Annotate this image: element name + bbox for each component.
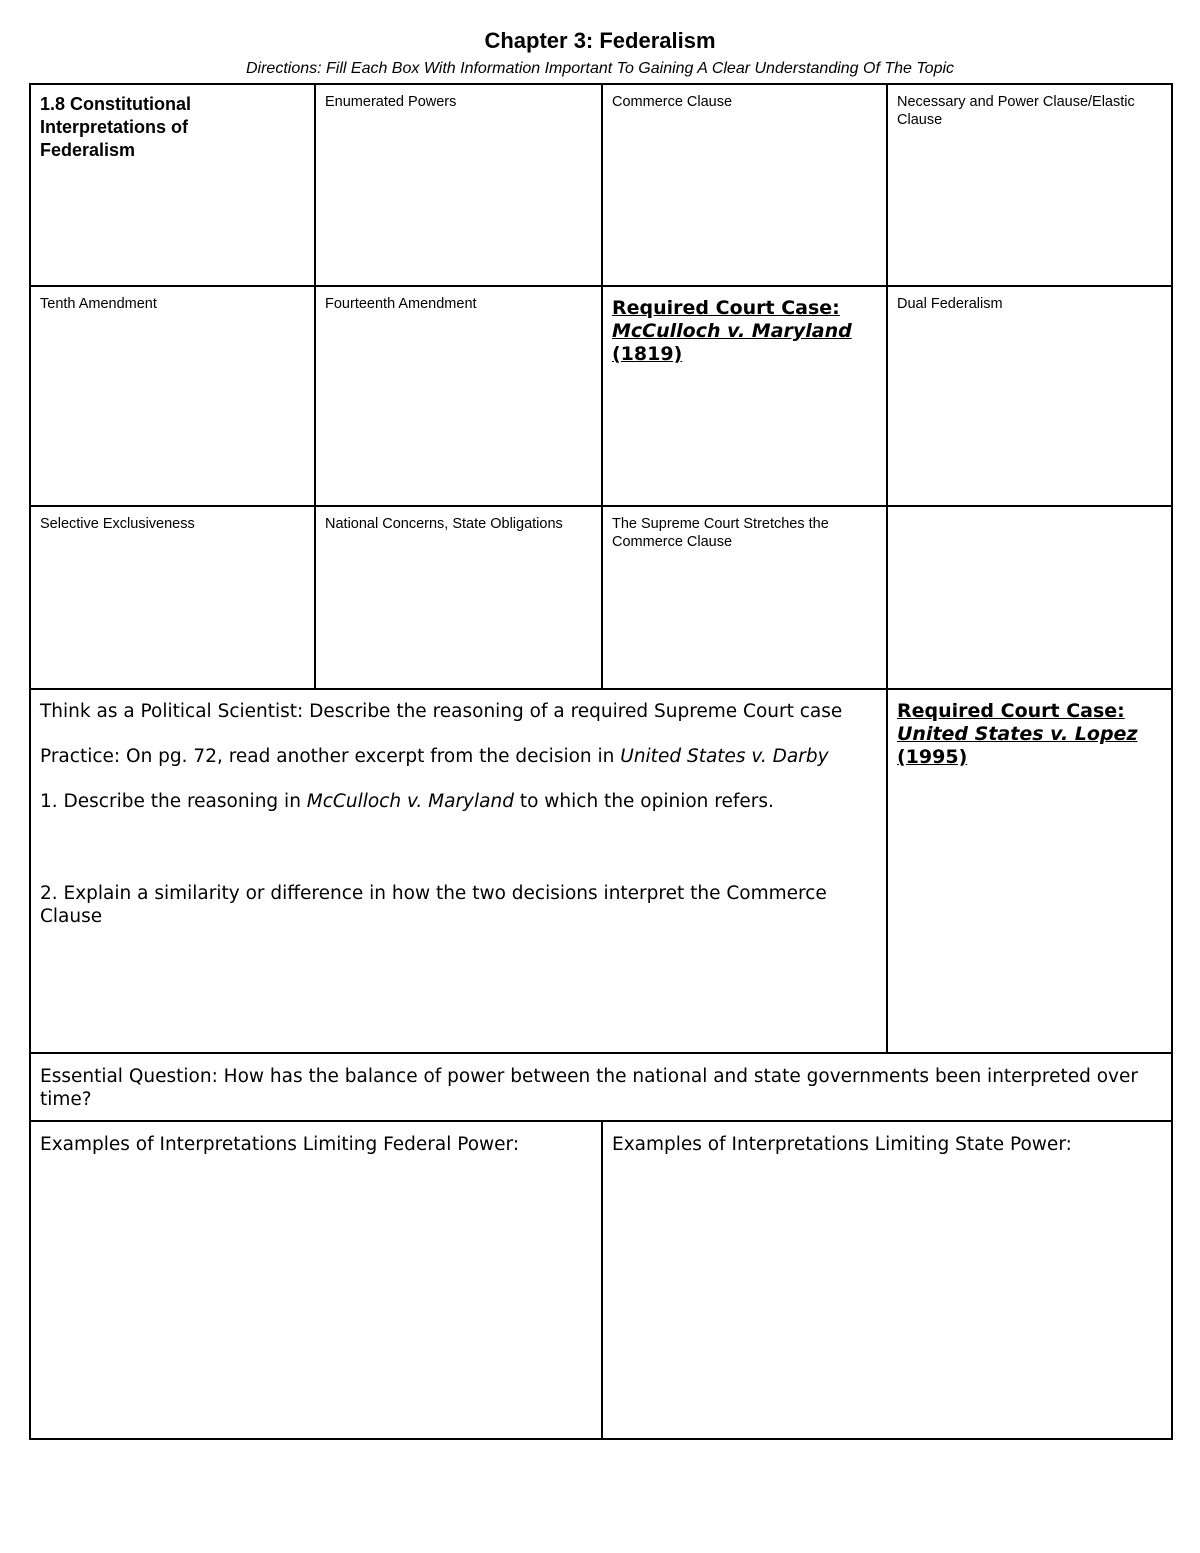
selective-exclusiveness-cell: Selective Exclusiveness bbox=[31, 505, 316, 690]
fourteenth-amendment-cell: Fourteenth Amendment bbox=[314, 285, 601, 505]
think-political-scientist-cell bbox=[31, 688, 888, 1054]
case-year: (1819) bbox=[612, 343, 683, 365]
practice-text: Practice: On pg. 72, read another excerpt from the decision in United States v. Darby bbox=[40, 746, 829, 767]
question-2: 2. Explain a similarity or difference in how the two decisions interpret the Commerce Clause bbox=[40, 883, 827, 927]
case-name: United States v. Lopez bbox=[897, 723, 1138, 745]
tenth-amendment-cell: Tenth Amendment bbox=[31, 285, 316, 505]
case-label: Required Court Case: bbox=[897, 700, 1125, 722]
case-year: (1995) bbox=[897, 746, 968, 768]
commerce-clause-cell: Commerce Clause bbox=[601, 85, 887, 285]
case-label: Required Court Case: bbox=[612, 297, 840, 319]
case-name: McCulloch v. Maryland bbox=[612, 320, 852, 342]
worksheet-table bbox=[29, 83, 1173, 1440]
necessary-proper-clause-cell: Necessary and Power Clause/Elastic Clause bbox=[886, 85, 1171, 285]
question-1: 1. Describe the reasoning in McCulloch v. Maryland to which the opinion refers. bbox=[40, 791, 774, 812]
national-concerns-cell: National Concerns, State Obligations bbox=[314, 505, 601, 690]
lopez-case-cell bbox=[886, 688, 1171, 1054]
page-title: Chapter 3: Federalism bbox=[484, 28, 716, 53]
commerce-stretch-cell: The Supreme Court Stretches the Commerce Clause bbox=[601, 505, 887, 690]
think-heading: Think as a Political Scientist: Describe the reasoning of a required Supreme Court case bbox=[40, 701, 843, 722]
limiting-state-power-cell: Examples of Interpretations Limiting State Power: bbox=[601, 1120, 1171, 1438]
topic-cell: 1.8 Constitutional Interpretations of Federalism bbox=[40, 94, 192, 160]
mcculloch-case-cell bbox=[601, 285, 887, 505]
enumerated-powers-cell: Enumerated Powers bbox=[314, 85, 601, 285]
essential-question: Essential Question: How has the balance of power between the national and state governments been interpreted over time? bbox=[31, 1052, 1171, 1120]
directions: Directions: Fill Each Box With Information Important To Gaining A Clear Understanding Of The Topic bbox=[245, 60, 955, 77]
limiting-federal-power-cell: Examples of Interpretations Limiting Federal Power: bbox=[31, 1120, 603, 1438]
dual-federalism-cell: Dual Federalism bbox=[886, 285, 1171, 505]
empty-cell bbox=[886, 505, 1171, 690]
